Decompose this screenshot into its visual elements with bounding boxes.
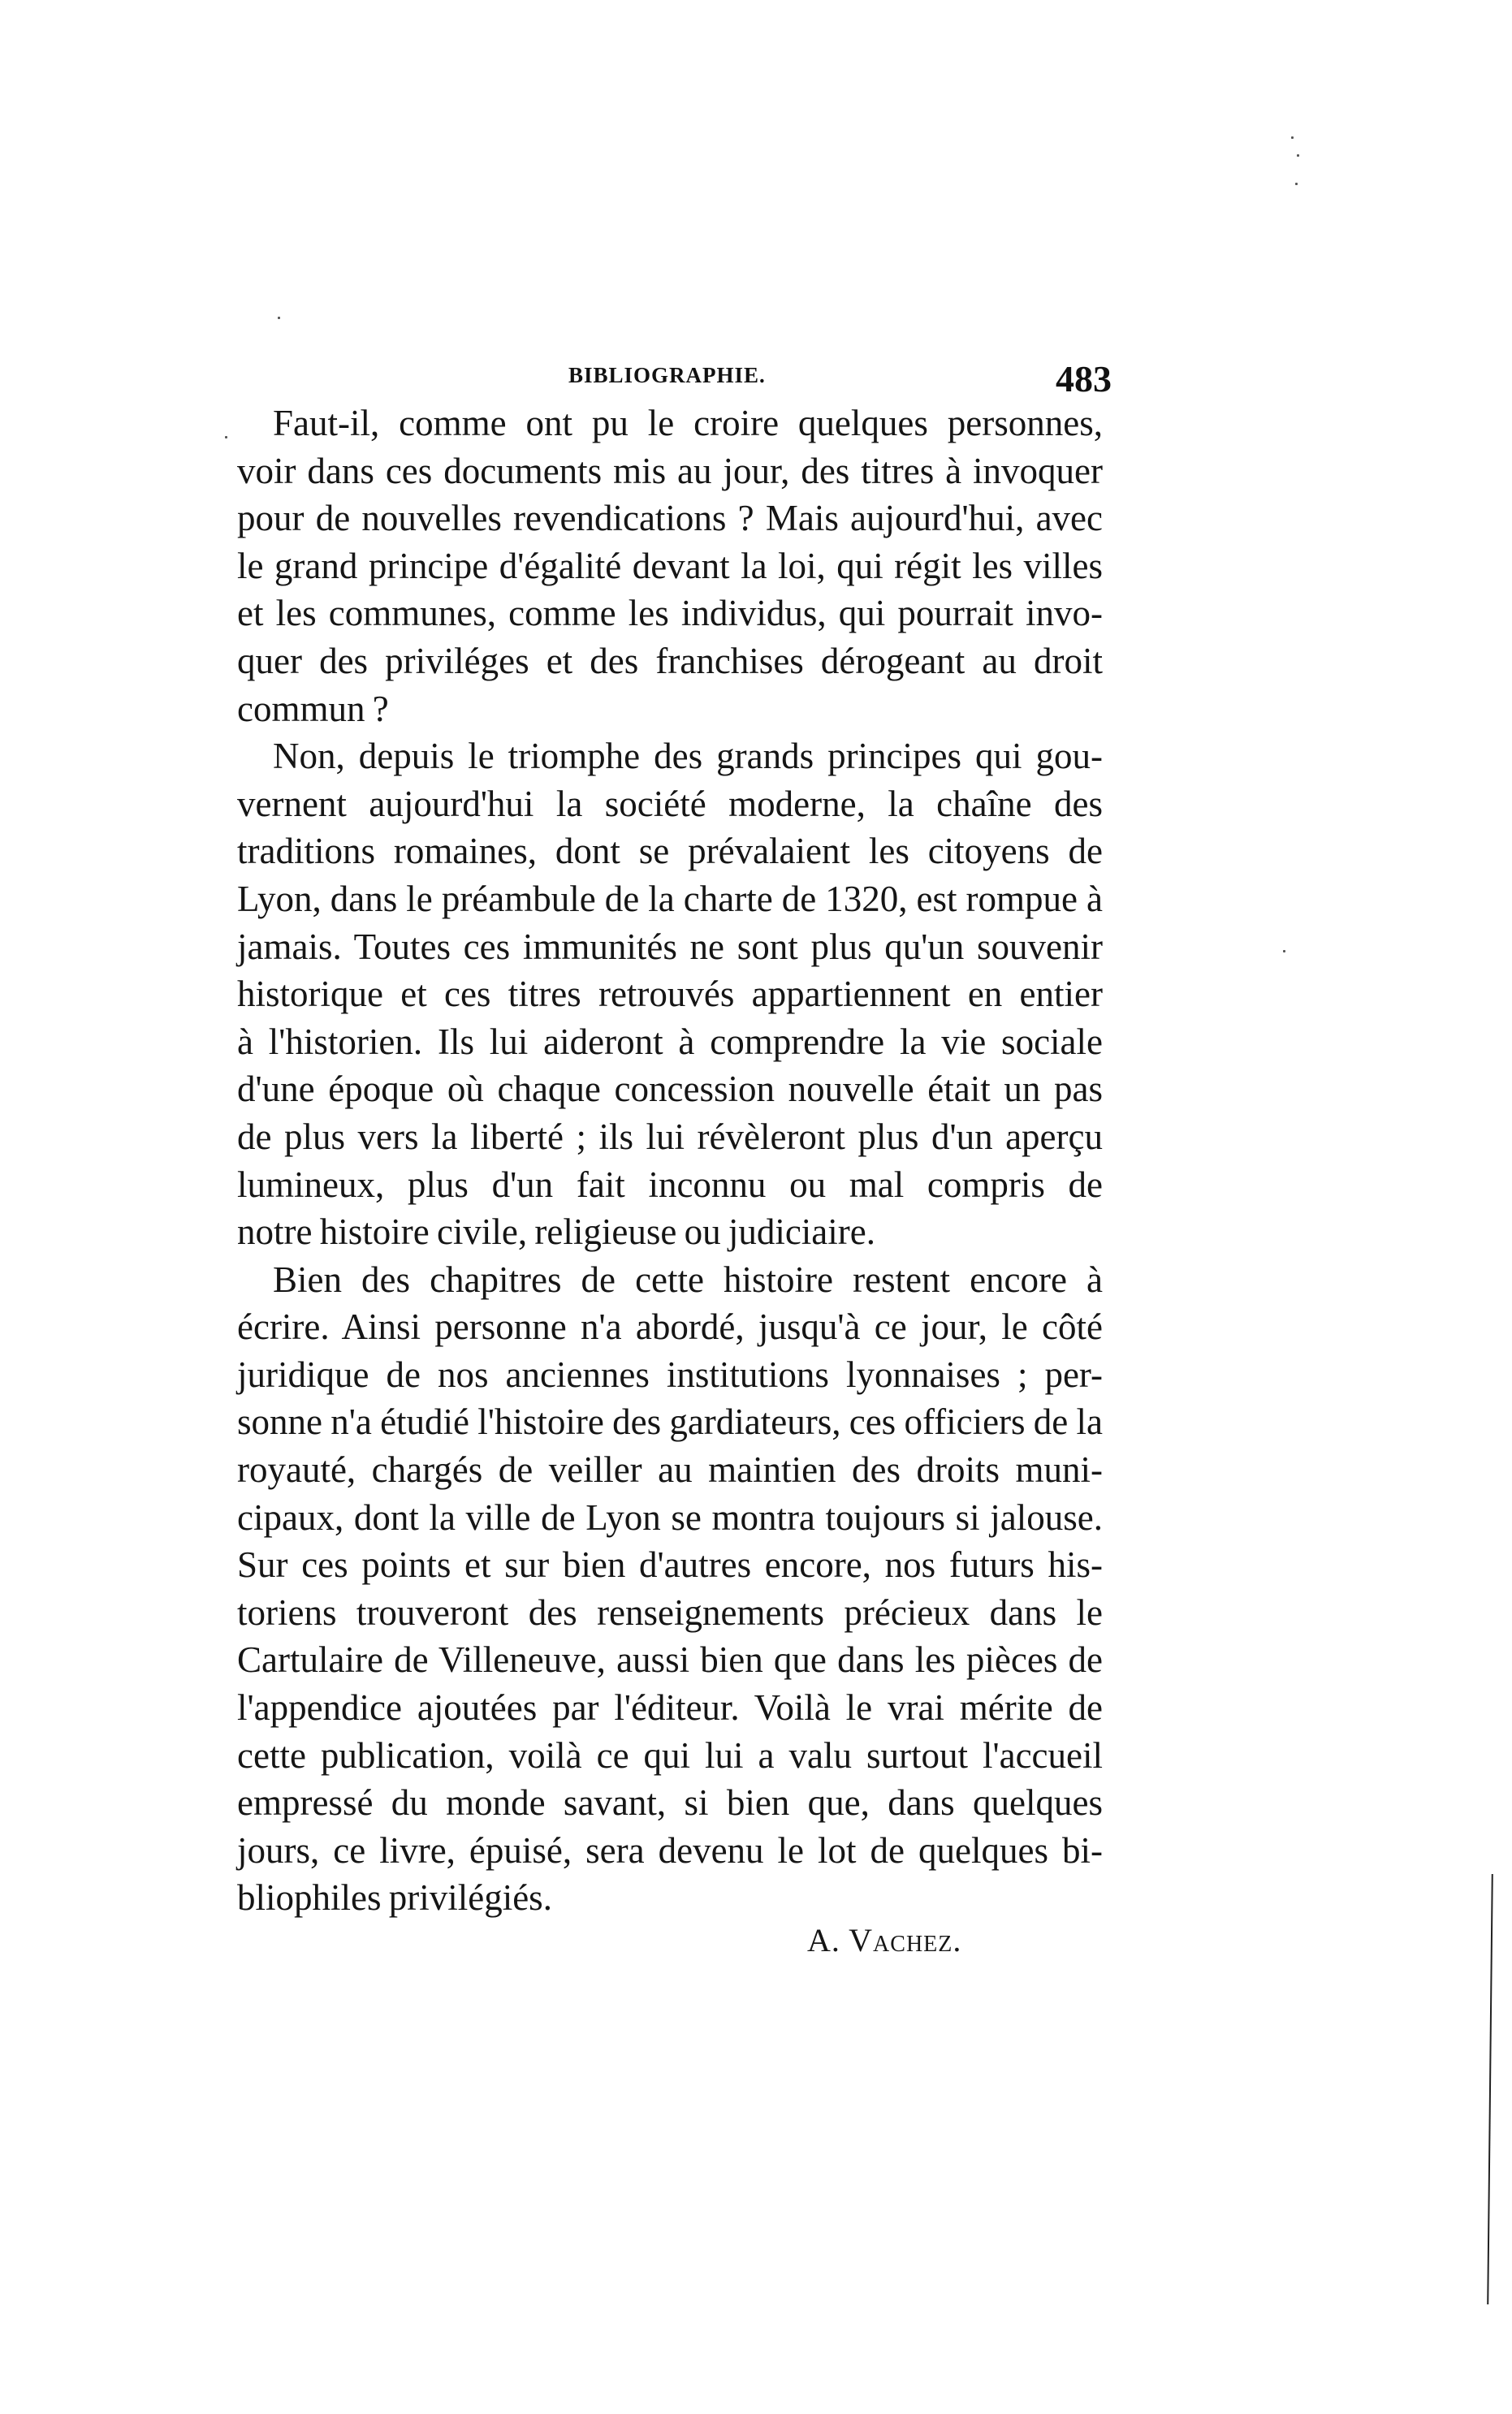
text-line: cipaux, dont la ville de Lyon se montra toujours si jalouse. xyxy=(237,1496,1103,1538)
text-line: le grand principe d'égalité devant la loi, qui régit les villes xyxy=(237,545,1103,586)
text-line: Sur ces points et sur bien d'autres encore, nos futurs his- xyxy=(237,1544,1103,1586)
text-line: Non, depuis le triomphe des grands principes qui gou- xyxy=(273,736,1103,777)
scan-speck xyxy=(278,317,280,319)
text-line: l'appendice ajoutées par l'éditeur. Voilà le vrai mérite de xyxy=(237,1687,1103,1729)
text-line: sonne n'a étudié l'histoire des gardiateurs, ces officiers de la xyxy=(237,1401,1103,1443)
scan-speck xyxy=(1297,154,1299,157)
scan-speck xyxy=(1291,136,1294,139)
text-line: pour de nouvelles revendications ? Mais aujourd'hui, avec xyxy=(237,498,1103,539)
paragraph-1 xyxy=(237,399,1103,732)
text-line: commun ? xyxy=(237,688,389,729)
text-line: voir dans ces documents mis au jour, des titres à invoquer xyxy=(237,450,1103,491)
text-line: quer des priviléges et des franchises dérogeant au droit xyxy=(237,640,1103,681)
text-line: d'une époque où chaque concession nouvelle était un pas xyxy=(237,1069,1103,1110)
running-head: BIBLIOGRAPHIE. xyxy=(568,363,766,387)
text-line: Lyon, dans le préambule de la charte de 1320, est rompue à xyxy=(237,878,1103,919)
text-line: Cartulaire de Villeneuve, aussi bien que dans les pièces de xyxy=(237,1639,1103,1681)
text-line: royauté, chargés de veiller au maintien des droits muni- xyxy=(237,1449,1103,1491)
scan-speck xyxy=(225,436,227,438)
paragraph-2 xyxy=(237,732,1103,1256)
text-line: Faut-il, comme ont pu le croire quelques personnes, xyxy=(273,403,1103,443)
scan-speck xyxy=(1295,183,1298,185)
text-line: jours, ce livre, épuisé, sera devenu le lot de quelques bi- xyxy=(237,1829,1103,1871)
text-line: traditions romaines, dont se prévalaient les citoyens de xyxy=(237,831,1103,872)
text-line: notre histoire civile, religieuse ou judiciaire. xyxy=(237,1211,875,1253)
scan-speck xyxy=(1283,950,1285,952)
text-line: toriens trouveront des renseignements précieux dans le xyxy=(237,1591,1103,1633)
text-line: vernent aujourd'hui la société moderne, la chaîne des xyxy=(237,783,1103,824)
body-text xyxy=(237,399,1103,1922)
text-line: jamais. Toutes ces immunités ne sont plus qu'un souvenir xyxy=(237,926,1103,967)
text-line: historique et ces titres retrouvés appartiennent en entier xyxy=(237,974,1103,1015)
text-line: empressé du monde savant, si bien que, dans quelques xyxy=(237,1782,1103,1824)
page-number: 483 xyxy=(1056,358,1112,399)
author-signature: A. Vachez. xyxy=(807,1922,962,1958)
text-line: lumineux, plus d'un fait inconnu ou mal compris de xyxy=(237,1164,1103,1205)
page-edge-shadow xyxy=(1487,1874,1493,2304)
text-line: à l'historien. Ils lui aideront à comprendre la vie sociale xyxy=(237,1021,1103,1062)
text-line: juridique de nos anciennes institutions lyonnaises ; per- xyxy=(237,1354,1103,1395)
text-line: Bien des chapitres de cette histoire restent encore à xyxy=(273,1259,1103,1300)
text-line: de plus vers la liberté ; ils lui révèleront plus d'un aperçu xyxy=(237,1116,1103,1157)
text-line: cette publication, voilà ce qui lui a valu surtout l'accueil xyxy=(237,1734,1103,1776)
text-line: et les communes, comme les individus, qui pourrait invo- xyxy=(237,593,1103,634)
paragraph-3 xyxy=(237,1256,1103,1922)
text-line: bliophiles privilégiés. xyxy=(237,1877,552,1919)
text-line: écrire. Ainsi personne n'a abordé, jusqu'à ce jour, le côté xyxy=(237,1306,1103,1348)
